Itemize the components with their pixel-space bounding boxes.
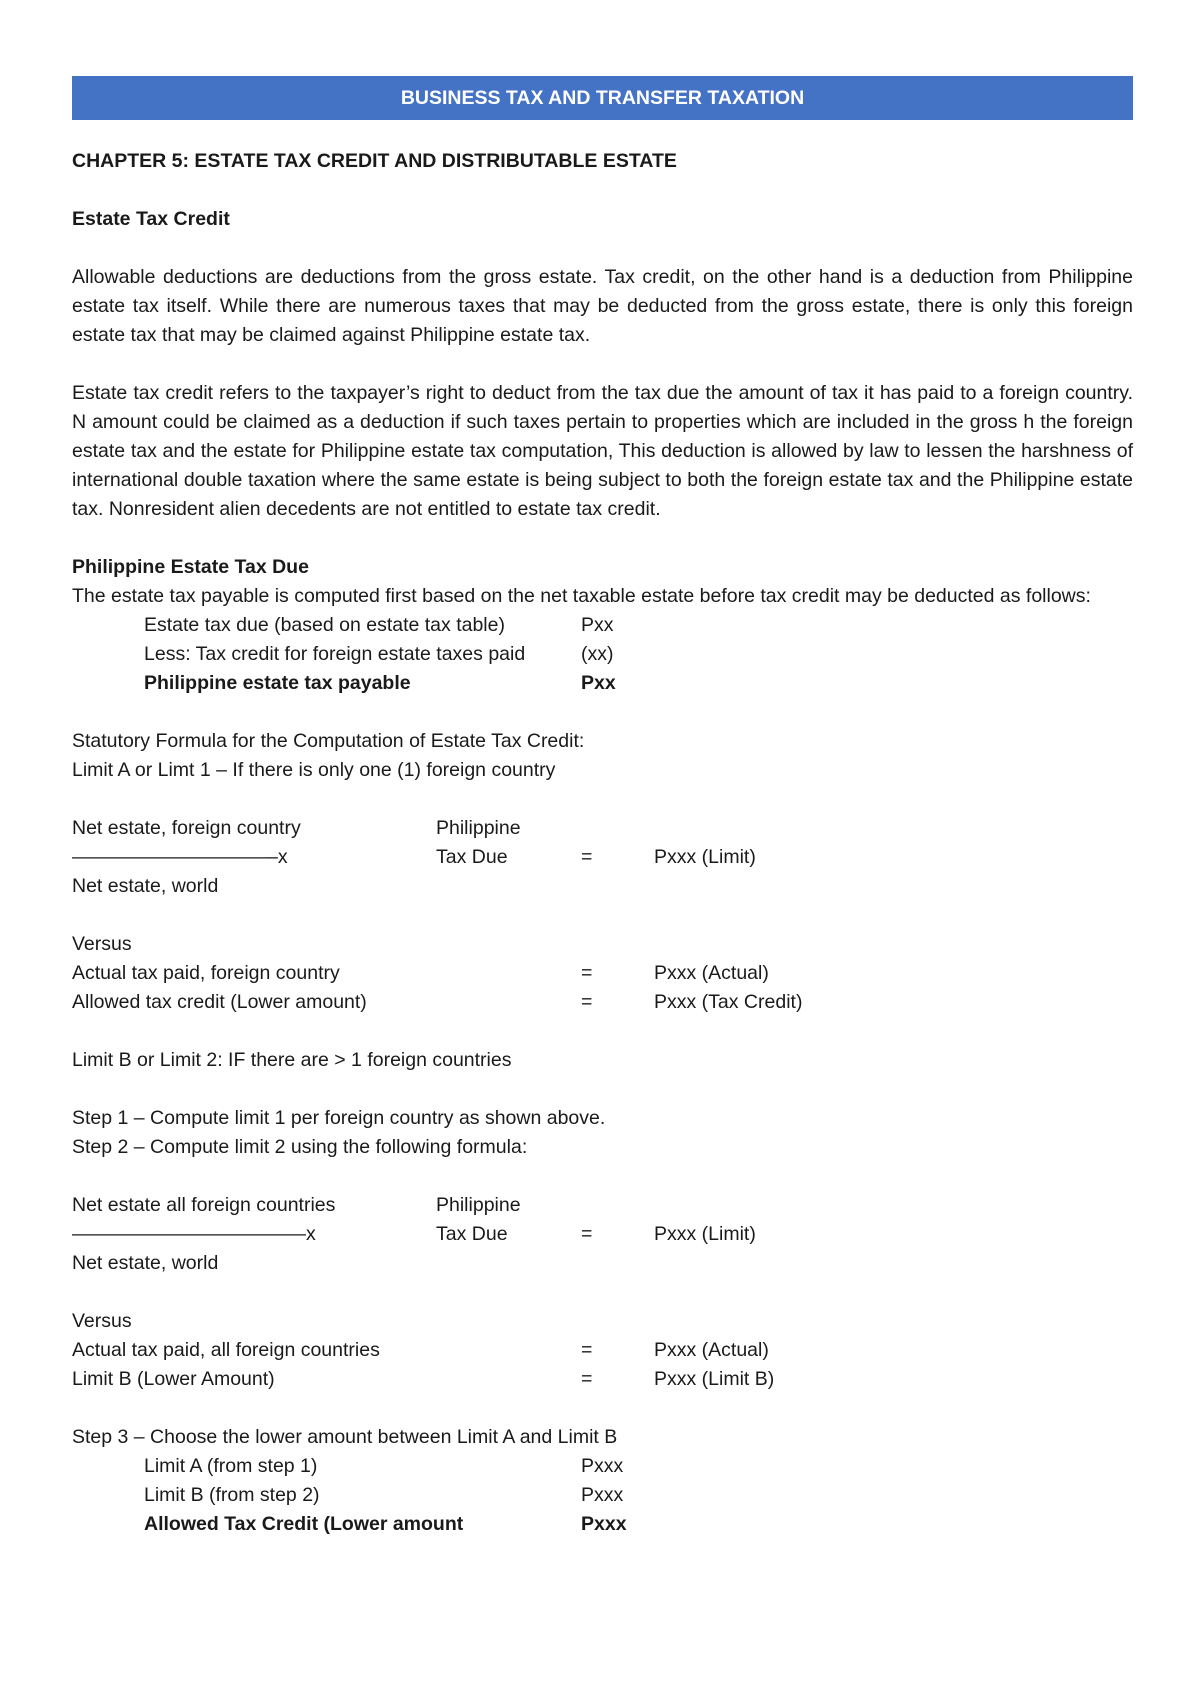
fraction-numerator: Net estate all foreign countries: [72, 1194, 336, 1216]
step-3-row: [72, 1452, 1133, 1481]
fraction-numerator: Net estate, foreign country: [72, 817, 301, 839]
formula-result: Pxxx (Limit): [654, 1223, 756, 1245]
paragraph-estate-tax-credit: Estate tax credit refers to the taxpayer’s right to deduct from the tax due the amount of tax it has paid to a foreign country. N amount could be claimed as a deduction if such taxes pertain to properties which are included in the gross h the foreign estate tax and the estate for Philippine estate tax computation, This deduction is allowed by law to lessen the harshness of international double taxation where the same estate is being subject to both the foreign estate tax and the Philippine estate tax. Nonresident alien decedents are not entitled to estate tax credit.: [72, 382, 1133, 520]
fraction-denominator: Net estate, world: [72, 875, 219, 897]
limit-a-formula-bottom: [72, 872, 1133, 901]
equals-sign: =: [581, 846, 593, 868]
fraction-denominator: Net estate, world: [72, 1252, 219, 1274]
versus-row-value: Pxxx (Limit B): [654, 1368, 775, 1390]
formula-intro: Statutory Formula for the Computation of Estate Tax Credit:: [72, 730, 585, 752]
paragraph-tax-payable-intro: The estate tax payable is computed first based on the net taxable estate before tax credit may be deducted as follows:: [72, 585, 1091, 607]
computation-value: Pxx: [581, 672, 616, 694]
factor-top: Philippine: [436, 817, 521, 839]
section-heading-estate-tax-credit: Estate Tax Credit: [72, 208, 230, 230]
step-3-row-label: Limit B (from step 2): [144, 1484, 320, 1506]
versus-row: [72, 959, 1133, 988]
step-1: Step 1 – Compute limit 1 per foreign country as shown above.: [72, 1107, 606, 1129]
versus-row: [72, 1365, 1133, 1394]
computation-value: Pxx: [581, 614, 614, 636]
computation-label: Estate tax due (based on estate tax table): [144, 614, 505, 636]
factor-bottom: Tax Due: [436, 1223, 508, 1245]
versus-row-label: Limit B (Lower Amount): [72, 1368, 275, 1390]
limit-a-formula-top: [72, 814, 1133, 843]
computation-total-row: [72, 669, 1133, 698]
limit-a-title: Limit A or Limt 1 – If there is only one (1) foreign country: [72, 759, 556, 781]
document-page: [72, 76, 1133, 1539]
section-heading-philippine-estate-tax-due: Philippine Estate Tax Due: [72, 556, 309, 578]
equals-sign: =: [581, 1339, 593, 1361]
step-3-row: [72, 1481, 1133, 1510]
chapter-title: CHAPTER 5: ESTATE TAX CREDIT AND DISTRIBUTABLE ESTATE: [72, 150, 677, 172]
formula-result: Pxxx (Limit): [654, 846, 756, 868]
versus-row-value: Pxxx (Actual): [654, 962, 769, 984]
equals-sign: =: [581, 1223, 593, 1245]
step-3-row-value: Pxxx: [581, 1513, 627, 1535]
step-3-row-value: Pxxx: [581, 1484, 624, 1506]
versus-row-value: Pxxx (Actual): [654, 1339, 769, 1361]
factor-top: Philippine: [436, 1194, 521, 1216]
step-3-row-value: Pxxx: [581, 1455, 624, 1477]
versus-row: [72, 1336, 1133, 1365]
computation-value: (xx): [581, 643, 614, 665]
equals-sign: =: [581, 991, 593, 1013]
versus-row-label: Actual tax paid, foreign country: [72, 962, 340, 984]
versus-row-label: Allowed tax credit (Lower amount): [72, 991, 367, 1013]
computation-row: [72, 640, 1133, 669]
step-2: Step 2 – Compute limit 2 using the following formula:: [72, 1136, 528, 1158]
step-3-row-label: Allowed Tax Credit (Lower amount: [144, 1513, 464, 1535]
course-banner: BUSINESS TAX AND TRANSFER TAXATION: [72, 76, 1133, 120]
factor-bottom: Tax Due: [436, 846, 508, 868]
versus-row: [72, 988, 1133, 1017]
limit-b-formula-middle: [72, 1220, 1133, 1249]
fraction-rule: ————————————x: [72, 1223, 316, 1245]
limit-b-formula-top: [72, 1191, 1133, 1220]
computation-label: Philippine estate tax payable: [144, 672, 411, 694]
versus-label: Versus: [72, 1310, 132, 1332]
step-3-row-label: Limit A (from step 1): [144, 1455, 318, 1477]
step-3: Step 3 – Choose the lower amount between Limit A and Limit B: [72, 1426, 618, 1448]
versus-row-label: Actual tax paid, all foreign countries: [72, 1339, 380, 1361]
equals-sign: =: [581, 1368, 593, 1390]
fraction-rule: ——————————–x: [72, 846, 288, 868]
limit-b-title: Limit B or Limit 2: IF there are > 1 foreign countries: [72, 1049, 512, 1071]
equals-sign: =: [581, 962, 593, 984]
limit-a-formula-middle: [72, 843, 1133, 872]
limit-b-formula-bottom: [72, 1249, 1133, 1278]
versus-row-value: Pxxx (Tax Credit): [654, 991, 803, 1013]
computation-row: [72, 611, 1133, 640]
paragraph-allowable-deductions: Allowable deductions are deductions from the gross estate. Tax credit, on the other hand is a deduction from Philippine estate tax itself. While there are numerous taxes that may be deducted from the gross estate, there is only this foreign estate tax that may be claimed against Philippine estate tax.: [72, 266, 1133, 346]
versus-label: Versus: [72, 933, 132, 955]
computation-label: Less: Tax credit for foreign estate taxes paid: [144, 643, 526, 665]
step-3-total-row: [72, 1510, 1133, 1539]
